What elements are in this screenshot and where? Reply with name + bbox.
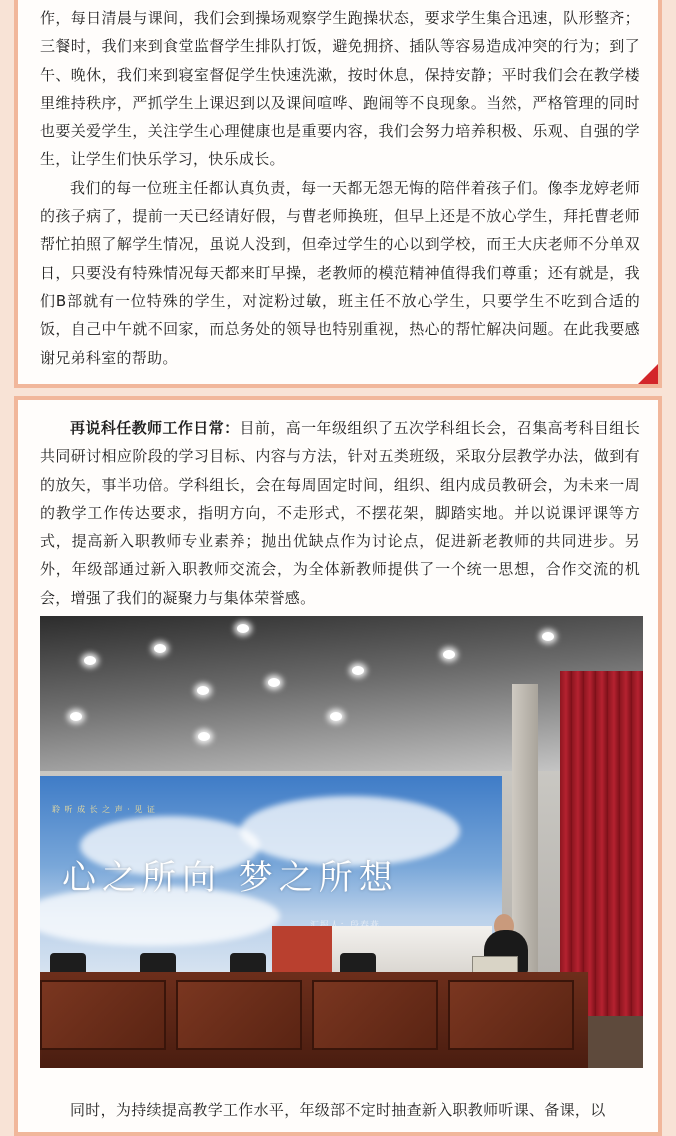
ceiling-light	[84, 656, 96, 665]
ceiling-light	[154, 644, 166, 653]
card1-text	[40, 4, 640, 372]
desk-panel	[40, 980, 166, 1050]
ceiling-light	[70, 712, 82, 721]
ceiling-light	[542, 632, 554, 641]
paragraph-lead-heading: 再说科任教师工作日常：	[70, 419, 240, 437]
ceiling-light	[198, 732, 210, 741]
front-desk	[40, 972, 588, 1068]
building-red-wing	[272, 926, 332, 976]
paragraph-teachers	[40, 414, 640, 612]
ceiling-light	[237, 624, 249, 633]
paragraph-1: 作，每日清晨与课间，我们会到操场观察学生跑操状态，要求学生集合迅速，队形整齐；三餐时，我们来到食堂监督学生排队打饭，避免拥挤、插队等容易造成冲突的行为；到了午、晚休，我们来到寝室督促学生快速洗漱，按时休息，保持安静；平时我们会在教学楼里维持秩序，严抓学生上课迟到以及课间喧哗、跑闹等不良现象。当然，严格管理的同时也要关爱学生，关注学生心理健康也是重要内容，我们会努力培养积极、乐观、自强的学生，让学生们快乐学习，快乐成长。	[40, 9, 640, 169]
desk-panel	[312, 980, 438, 1050]
ceiling-light	[352, 666, 364, 675]
chair	[50, 953, 86, 973]
led-screen	[40, 776, 502, 976]
chair	[230, 953, 266, 973]
corner-accent-triangle	[638, 364, 658, 384]
photo-floor	[588, 1016, 643, 1068]
paragraph-teachers-body: 目前，高一年级组织了五次学科组长会，召集高考科目组长共同研讨相应阶段的学习目标、内容与方法，针对五类班级，采取分层教学办法，做到有的放矢，事半功倍。学科组长，会在每周固定时间，组织、组内成员教研会，为未来一周的教学工作传达要求，指明方向，不走形式，不摆花架，脚踏实地。并以说课评课等方式，提高新入职教师专业素养；抛出优缺点作为讨论点，促进新老教师的共同进步。另外，年级部通过新入职教师交流会，为全体新教师提供了一个统一思想，合作交流的机会，增强了我们的凝聚力与集体荣誉感。	[40, 419, 640, 607]
chair	[340, 953, 376, 973]
content-card-2	[14, 396, 662, 1136]
ceiling-light	[330, 712, 342, 721]
chair	[140, 953, 176, 973]
meeting-photo	[40, 616, 643, 1068]
content-card-1	[14, 0, 662, 388]
school-building-image	[272, 926, 492, 976]
paragraph-2: 我们的每一位班主任都认真负责，每一天都无怨无悔的陪伴着孩子们。像李龙婷老师的孩子病了，提前一天已经请好假，与曹老师换班，但早上还是不放心学生，拜托曹老师帮忙拍照了解学生情况，虽说人没到，但牵过学生的心以到学校，而王大庆老师不分单双日，只要没有特殊情况每天都来盯早操，老教师的模范精神值得我们尊重；还有就是，我们B部就有一位特殊的学生，对淀粉过敏，班主任不放心学生，只要学生不吃到合适的饭，自己中午就不回家，而总务处的领导也特别重视，热心的帮忙解决问题。在此我要感谢兄弟科室的帮助。	[40, 178, 640, 367]
photo-ceiling	[40, 616, 643, 786]
screen-title: 心之所向 梦之所想	[62, 858, 399, 898]
desk-panel	[176, 980, 302, 1050]
continued-paragraph-line: 同时，为持续提高教学工作水平，年级部不定时抽查新入职教师听课、备课，以	[70, 1101, 606, 1119]
screen-header-text: 聆 听 成 长 之 声 · 见 证	[52, 805, 156, 814]
ceiling-light	[197, 686, 209, 695]
ceiling-light	[268, 678, 280, 687]
ceiling-light	[443, 650, 455, 659]
desk-panel	[448, 980, 574, 1050]
card2-text	[40, 414, 640, 612]
